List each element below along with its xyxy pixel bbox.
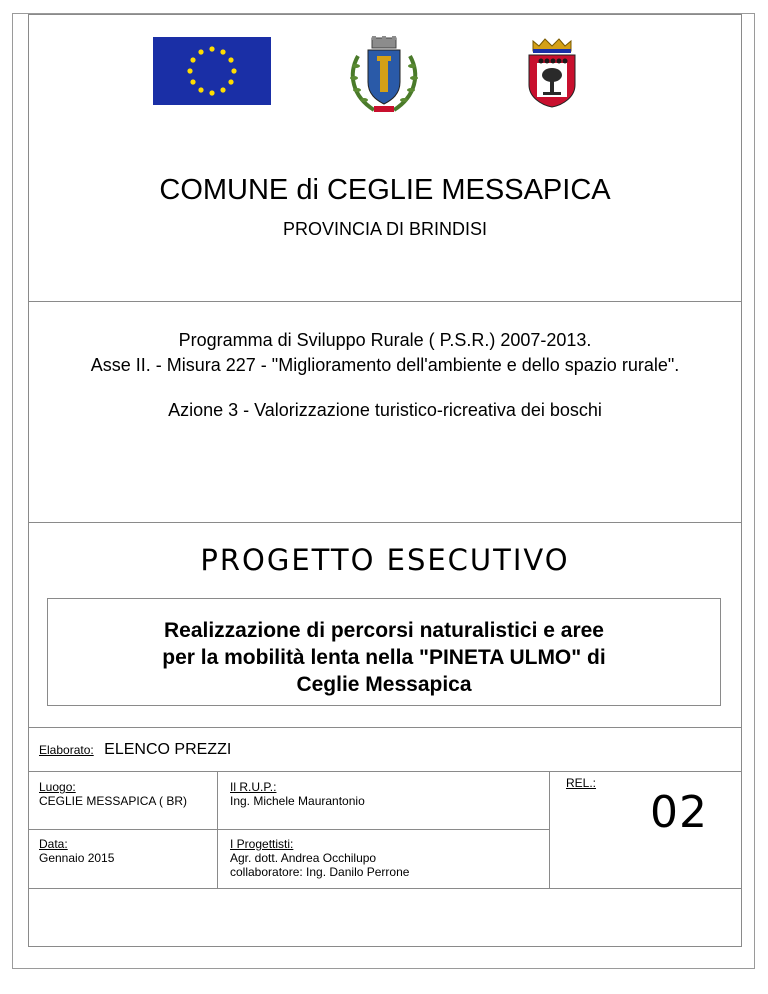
page-subtitle: PROVINCIA DI BRINDISI — [282, 219, 488, 239]
eu-flag-icon — [153, 37, 271, 105]
comune-coat-of-arms-icon — [344, 34, 424, 116]
rup-value: Ing. Michele Maurantonio — [230, 794, 365, 808]
program-line-3: Azione 3 - Valorizzazione turistico-ricreativa dei boschi — [168, 400, 602, 420]
divider-header — [28, 301, 742, 302]
rup-cell — [230, 780, 365, 808]
elaborato-value: ELENCO PREZZI — [104, 741, 232, 758]
elaborato-label: Elaborato: — [39, 743, 94, 757]
rel-number: 02 — [650, 787, 708, 838]
progettisti-cell — [230, 837, 409, 879]
divider-elaborato — [28, 771, 742, 772]
elaborato-row — [39, 741, 231, 759]
progettisti-value: collaboratore: Ing. Danilo Perrone — [230, 865, 410, 879]
divider-col-1 — [217, 771, 218, 888]
divider-col-2 — [549, 771, 550, 888]
luogo-cell — [39, 780, 187, 808]
data-value: Gennaio 2015 — [39, 851, 115, 865]
data-cell — [39, 837, 114, 865]
luogo-label: Luogo: — [39, 780, 76, 794]
program-line-1: Programma di Sviluppo Rurale ( P.S.R.) 2007-2013. — [178, 330, 592, 350]
data-label: Data: — [39, 837, 68, 851]
rup-label: Il R.U.P.: — [230, 780, 277, 794]
page-title: COMUNE di CEGLIE MESSAPICA — [159, 174, 611, 206]
project-description — [47, 617, 721, 698]
divider-program — [28, 522, 742, 523]
progettisti-value: Agr. dott. Andrea Occhilupo — [230, 851, 377, 865]
provincia-coat-of-arms-icon — [525, 37, 579, 109]
project-description-line: Realizzazione di percorsi naturalistici e aree — [163, 619, 604, 642]
rel-label: REL.: — [566, 776, 597, 790]
rel-cell — [566, 776, 596, 790]
divider-project — [28, 727, 742, 728]
project-heading: PROGETTO ESECUTIVO — [200, 543, 570, 577]
luogo-value: CEGLIE MESSAPICA ( BR) — [39, 794, 188, 808]
divider-info-bottom — [28, 888, 742, 889]
project-description-line: per la mobilità lenta nella "PINETA ULMO" di — [162, 646, 606, 669]
project-description-line: Ceglie Messapica — [296, 673, 472, 696]
program-line-2: Asse II. - Misura 227 - "Miglioramento dell'ambiente e dello spazio rurale". — [90, 355, 680, 375]
progettisti-label: I Progettisti: — [230, 837, 294, 851]
divider-info-row — [28, 829, 549, 830]
